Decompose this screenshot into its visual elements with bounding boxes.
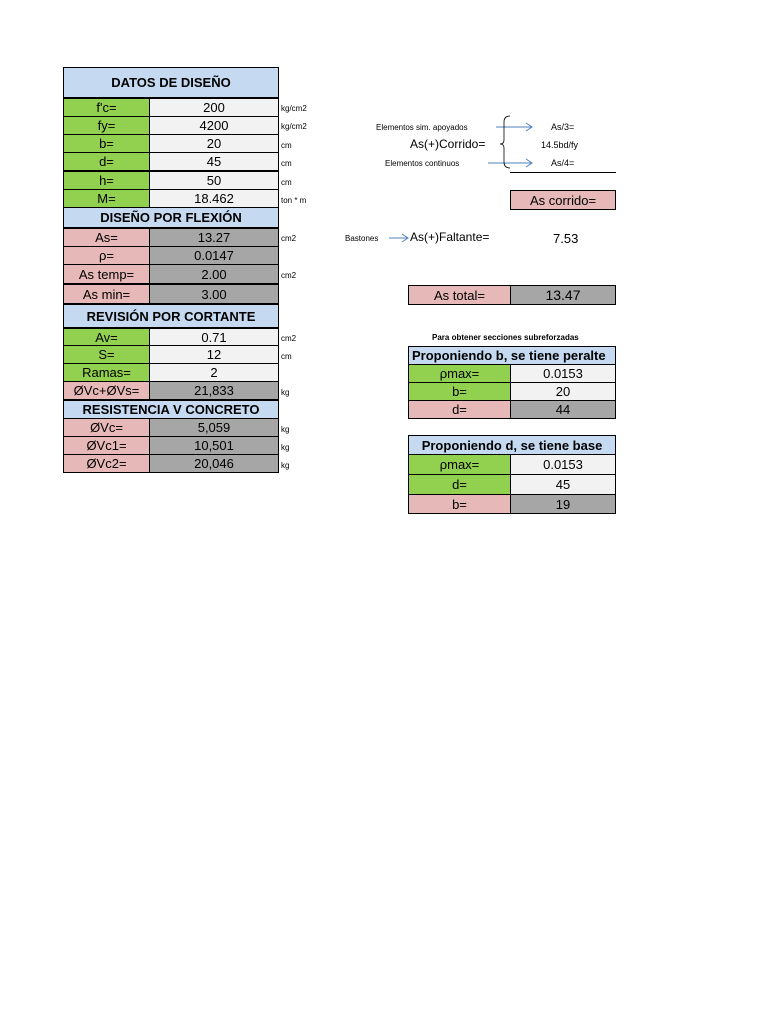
- av-label: Av=: [63, 328, 150, 346]
- faltante-arrow-icon: [388, 232, 410, 244]
- rho-value: 0.0147: [149, 246, 279, 265]
- as-unit: cm2: [281, 234, 297, 243]
- as-min-label: As min=: [63, 284, 150, 304]
- subreforzadas-note: Para obtener secciones subreforzadas: [432, 333, 579, 342]
- table-d-rhomax-label: ρmax=: [408, 454, 511, 475]
- vc-unit: kg: [281, 425, 290, 434]
- concreto-header: RESISTENCIA V CONCRETO: [63, 400, 279, 419]
- vc-vs-unit: kg: [281, 388, 290, 397]
- fc-value[interactable]: 200: [149, 98, 279, 117]
- table-d-b-label: b=: [408, 494, 511, 514]
- table-b-b-label: b=: [408, 382, 511, 401]
- table-b-rhomax-value[interactable]: 0.0153: [510, 364, 616, 383]
- fy-label: fy=: [63, 116, 150, 135]
- av-value[interactable]: 0.71: [149, 328, 279, 346]
- table-b-b-value[interactable]: 20: [510, 382, 616, 401]
- s-value[interactable]: 12: [149, 345, 279, 364]
- vc1-label: ØVc1=: [63, 436, 150, 455]
- h-label: h=: [63, 171, 150, 190]
- vc-label: ØVc=: [63, 418, 150, 437]
- faltante-label: As(+)Faltante=: [410, 230, 490, 244]
- d-value[interactable]: 45: [149, 152, 279, 171]
- as-corrido-label: As corrido=: [510, 190, 616, 210]
- design-data-header: DATOS DE DISEÑO: [63, 67, 279, 98]
- flexion-header: DISEÑO POR FLEXIÓN: [63, 207, 279, 228]
- as-temp-label: As temp=: [63, 264, 150, 284]
- opt-as-4: As/4=: [551, 158, 575, 168]
- vc2-label: ØVc2=: [63, 454, 150, 473]
- m-unit: ton * m: [281, 196, 307, 205]
- vc-vs-label: ØVc+ØVs=: [63, 381, 150, 400]
- table-d-b-value: 19: [510, 494, 616, 514]
- fc-unit: kg/cm2: [281, 104, 307, 113]
- b-unit: cm: [281, 141, 292, 150]
- h-value[interactable]: 50: [149, 171, 279, 190]
- simple-supported-text: Elementos sim. apoyados: [376, 123, 468, 132]
- rho-label: ρ=: [63, 246, 150, 265]
- continuous-text: Elementos continuos: [385, 159, 460, 168]
- table-b-d-label: d=: [408, 400, 511, 419]
- vc-value: 5,059: [149, 418, 279, 437]
- d-unit: cm: [281, 159, 292, 168]
- as-min-value: 3.00: [149, 284, 279, 304]
- table-d-d-label: d=: [408, 474, 511, 495]
- table-b-d-value: 44: [510, 400, 616, 419]
- as-value: 13.27: [149, 228, 279, 247]
- bastones-text: Bastones: [345, 234, 379, 243]
- b-label: b=: [63, 134, 150, 153]
- as-temp-unit: cm2: [281, 271, 297, 280]
- m-value[interactable]: 18.462: [149, 189, 279, 208]
- s-label: S=: [63, 345, 150, 364]
- as-total-value: 13.47: [510, 285, 616, 305]
- vc1-unit: kg: [281, 443, 290, 452]
- fc-label: f'c=: [63, 98, 150, 117]
- vc2-value: 20,046: [149, 454, 279, 473]
- d-label: d=: [63, 152, 150, 171]
- table-d-header: Proponiendo d, se tiene base: [408, 435, 616, 455]
- branch-arrows: [480, 112, 540, 172]
- vc1-value: 10,501: [149, 436, 279, 455]
- table-d-d-value[interactable]: 45: [510, 474, 616, 495]
- h-unit: cm: [281, 178, 292, 187]
- b-value[interactable]: 20: [149, 134, 279, 153]
- opt-as-3: As/3=: [551, 122, 575, 132]
- fy-value[interactable]: 4200: [149, 116, 279, 135]
- as-total-label: As total=: [408, 285, 511, 305]
- opt-145bd: 14.5bd/fy: [541, 140, 579, 150]
- ramas-label: Ramas=: [63, 363, 150, 382]
- table-b-rhomax-label: ρmax=: [408, 364, 511, 383]
- as-corrido-formula-label: As(+)Corrido=: [410, 137, 486, 151]
- table-d-rhomax-value[interactable]: 0.0153: [510, 454, 616, 475]
- fy-unit: kg/cm2: [281, 122, 307, 131]
- corrido-underline: [510, 172, 616, 173]
- cortante-header: REVISIÓN POR CORTANTE: [63, 304, 279, 328]
- vc-vs-value: 21,833: [149, 381, 279, 400]
- ramas-value[interactable]: 2: [149, 363, 279, 382]
- vc2-unit: kg: [281, 461, 290, 470]
- s-unit: cm: [281, 352, 292, 361]
- as-label: As=: [63, 228, 150, 247]
- faltante-value: 7.53: [553, 231, 579, 246]
- m-label: M=: [63, 189, 150, 208]
- table-b-header: Proponiendo b, se tiene peralte: [408, 346, 616, 365]
- av-unit: cm2: [281, 334, 297, 343]
- as-temp-value: 2.00: [149, 264, 279, 284]
